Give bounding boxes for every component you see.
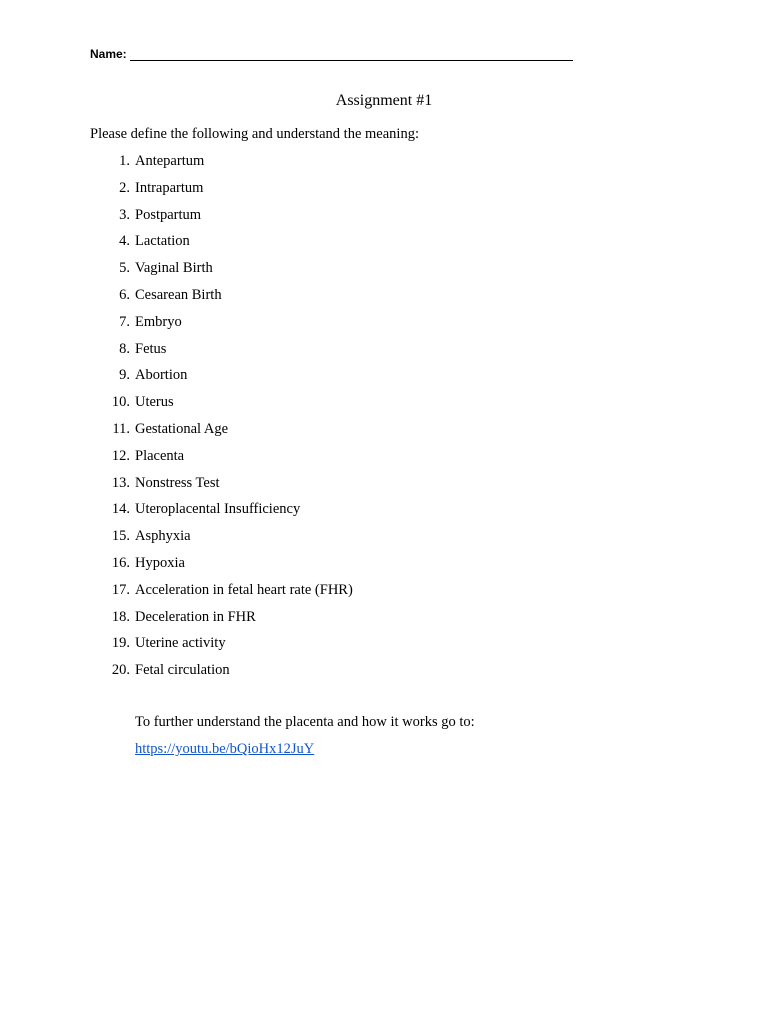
assignment-title: Assignment #1 xyxy=(335,92,433,109)
name-field xyxy=(90,46,573,61)
list-item xyxy=(90,526,353,553)
list-item-text: Fetus xyxy=(135,340,167,357)
list-item-number: 11. xyxy=(112,420,130,437)
list-item xyxy=(90,205,353,232)
list-item-text: Gestational Age xyxy=(135,420,229,437)
list-item xyxy=(90,633,353,660)
list-item xyxy=(90,392,353,419)
list-item-number: 6. xyxy=(119,286,130,303)
list-item xyxy=(90,231,353,258)
list-item-text: Abortion xyxy=(135,367,188,384)
name-blank-line[interactable] xyxy=(130,46,573,61)
list-item xyxy=(90,660,353,687)
list-item-text: Cesarean Birth xyxy=(135,286,222,303)
list-item-text: Uterine activity xyxy=(135,635,226,652)
list-item-number: 15. xyxy=(111,528,130,545)
list-item xyxy=(90,365,353,392)
list-item-text: Placenta xyxy=(135,447,185,464)
list-item-number: 19. xyxy=(111,635,130,652)
list-item xyxy=(90,312,353,339)
list-item-number: 20. xyxy=(111,662,130,679)
list-item-text: Postpartum xyxy=(135,206,202,223)
list-item-text: Uterus xyxy=(135,394,174,411)
list-item-number: 4. xyxy=(119,233,130,250)
list-item-number: 5. xyxy=(119,260,130,277)
list-item-number: 9. xyxy=(119,367,130,384)
list-item-text: Uteroplacental Insufficiency xyxy=(135,501,301,518)
list-item xyxy=(90,151,353,178)
list-item-text: Deceleration in FHR xyxy=(135,608,256,625)
term-list xyxy=(90,151,353,687)
list-item-number: 13. xyxy=(111,474,130,491)
list-item-text: Antepartum xyxy=(135,153,205,169)
list-item xyxy=(90,419,353,446)
list-item-number: 3. xyxy=(119,206,130,223)
list-item-text: Embryo xyxy=(135,313,182,330)
list-item xyxy=(90,285,353,312)
list-item-number: 16. xyxy=(111,554,130,571)
name-label: Name: xyxy=(90,47,127,61)
list-item-text: Acceleration in fetal heart rate (FHR) xyxy=(135,581,353,598)
list-item xyxy=(90,473,353,500)
instructions-text: Please define the following and understand the meaning: xyxy=(90,126,419,142)
list-item xyxy=(90,258,353,285)
list-item xyxy=(90,607,353,634)
list-item xyxy=(90,553,353,580)
list-item xyxy=(90,339,353,366)
list-item-number: 14. xyxy=(111,501,130,518)
list-item-number: 12. xyxy=(111,447,130,464)
list-item-number: 8. xyxy=(119,340,130,357)
list-item-text: Lactation xyxy=(135,233,190,250)
list-item-number: 7. xyxy=(119,313,130,330)
list-item-text: Hypoxia xyxy=(135,554,185,571)
list-item-text: Intrapartum xyxy=(135,179,204,196)
list-item-number: 17. xyxy=(111,581,130,598)
list-item-number: 18. xyxy=(111,608,130,625)
list-item-text: Nonstress Test xyxy=(135,474,220,491)
list-item-number: 10. xyxy=(111,394,130,411)
list-item-number: 2. xyxy=(119,179,130,196)
list-item xyxy=(90,178,353,205)
list-item-text: Asphyxia xyxy=(135,528,191,545)
video-link[interactable]: https://youtu.be/bQioHx12JuY xyxy=(135,741,315,757)
list-item-text: Fetal circulation xyxy=(135,662,230,679)
list-item-number: 1. xyxy=(119,153,130,169)
list-item xyxy=(90,446,353,473)
list-item xyxy=(90,580,353,607)
list-item-text: Vaginal Birth xyxy=(135,260,213,277)
list-item xyxy=(90,499,353,526)
further-reading-text: To further understand the placenta and how it works go to: xyxy=(135,714,475,730)
